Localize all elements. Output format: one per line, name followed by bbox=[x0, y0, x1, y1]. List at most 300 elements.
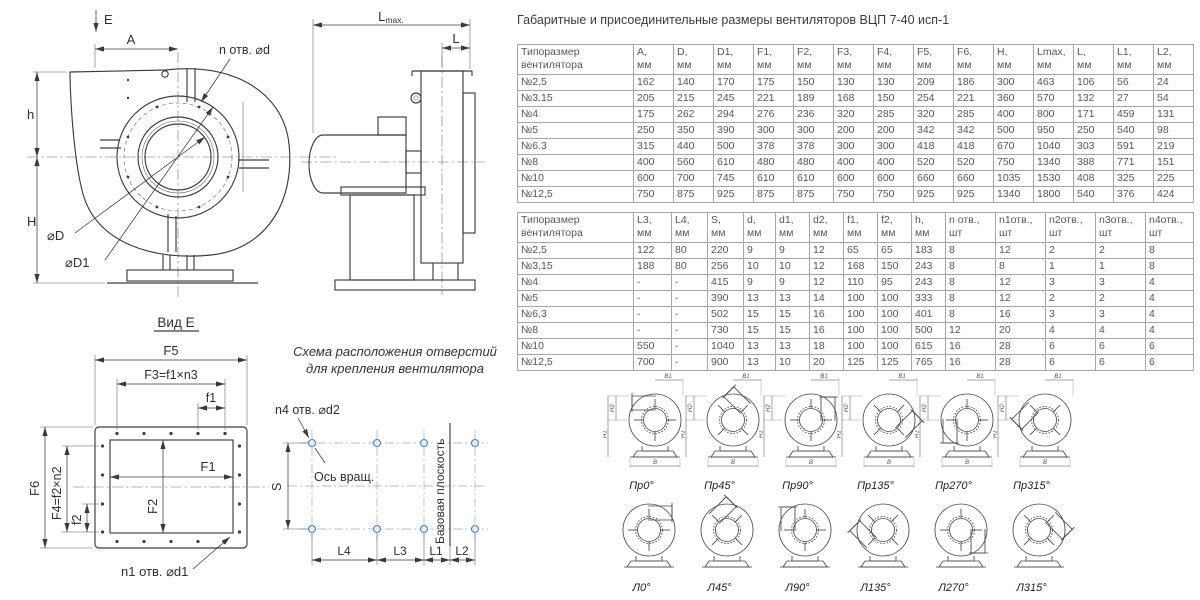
table-cell: 610 bbox=[714, 155, 754, 171]
fan-orientation-cell bbox=[759, 492, 836, 594]
table-cell: 221 bbox=[754, 91, 794, 107]
table-cell: 8 bbox=[946, 291, 996, 307]
table-row bbox=[518, 323, 1194, 339]
table-cell: 13 bbox=[744, 339, 776, 355]
fan-orientation-cell bbox=[837, 492, 914, 594]
table-cell: 333 bbox=[912, 291, 946, 307]
dim-label-s: S bbox=[270, 482, 284, 491]
table-cell: 100 bbox=[878, 291, 912, 307]
col-header: L4, мм bbox=[672, 213, 708, 243]
table-cell: 750 bbox=[834, 187, 874, 203]
dim-label-f1: F1 bbox=[200, 459, 216, 474]
table-cell: 418 bbox=[954, 139, 994, 155]
table-cell: 98 bbox=[1154, 123, 1194, 139]
table-cell: 2 bbox=[1046, 243, 1096, 259]
table-cell: 170 bbox=[714, 75, 754, 91]
dim-label-f1-pitch: f1 bbox=[205, 391, 217, 405]
table-cell: 1530 bbox=[1034, 171, 1074, 187]
col-header: n3отв., шт bbox=[1096, 213, 1146, 243]
table-cell: 276 bbox=[754, 107, 794, 123]
table-cell: 140 bbox=[674, 75, 714, 91]
table-cell: 65 bbox=[844, 243, 878, 259]
fan-orientation-cell bbox=[915, 492, 992, 594]
dim-label-e: E bbox=[104, 12, 113, 27]
table-cell: 294 bbox=[714, 107, 754, 123]
table-row bbox=[518, 123, 1194, 139]
table-row bbox=[518, 187, 1194, 203]
col-header: n4отв., шт bbox=[1146, 213, 1194, 243]
fan-orientation-label: Л315° bbox=[1016, 582, 1047, 594]
table-cell: 8 bbox=[996, 259, 1046, 275]
table-cell: 300 bbox=[874, 139, 914, 155]
col-header: n2отв., шт bbox=[1046, 213, 1096, 243]
table-cell: 415 bbox=[708, 275, 744, 291]
fan-orientation-cell bbox=[993, 492, 1070, 594]
dim-label-dia-d: ⌀D bbox=[47, 228, 65, 243]
table-cell: 440 bbox=[674, 139, 714, 155]
fan-orientation-label: Пр270° bbox=[935, 480, 972, 492]
dim-label-f2-pitch: f2 bbox=[70, 514, 84, 525]
table-cell: 600 bbox=[874, 171, 914, 187]
table-cell: 236 bbox=[794, 107, 834, 123]
table-cell: 16 bbox=[946, 339, 996, 355]
table-cell: 925 bbox=[914, 187, 954, 203]
table-cell: 16 bbox=[810, 323, 844, 339]
row-label: №8 bbox=[518, 323, 634, 339]
col-header: f1, мм bbox=[844, 213, 878, 243]
table-cell: 900 bbox=[708, 355, 744, 371]
table-cell: 16 bbox=[946, 355, 996, 371]
svg-text:H1: H1 bbox=[759, 430, 765, 438]
table-cell: 10 bbox=[776, 259, 810, 275]
table-cell: 151 bbox=[1154, 155, 1194, 171]
table-cell: 300 bbox=[754, 123, 794, 139]
table-cell: 16 bbox=[810, 307, 844, 323]
svg-text:B: B bbox=[964, 460, 970, 466]
table-cell: 100 bbox=[844, 291, 878, 307]
dim-label-f4: F4=f2×n2 bbox=[50, 466, 64, 520]
table-cell: 12 bbox=[810, 275, 844, 291]
svg-text:B: B bbox=[886, 460, 892, 466]
dim-label-n4-holes: n4 отв. ⌀d2 bbox=[275, 403, 340, 417]
table-cell: 765 bbox=[912, 355, 946, 371]
table-cell: 360 bbox=[994, 91, 1034, 107]
table-cell: 256 bbox=[708, 259, 744, 275]
dim-label-l2: L2 bbox=[455, 544, 469, 558]
table-cell: 4 bbox=[1146, 275, 1194, 291]
table-cell: 800 bbox=[1034, 107, 1074, 123]
table-cell: 200 bbox=[874, 123, 914, 139]
table-cell: 1 bbox=[1046, 259, 1096, 275]
dim-label-dia-d1: ⌀D1 bbox=[65, 255, 90, 270]
table-cell: 175 bbox=[634, 107, 674, 123]
table-cell: 6 bbox=[1046, 355, 1096, 371]
table-cell: 13 bbox=[776, 291, 810, 307]
fan-orientation-label: Пр90° bbox=[782, 480, 813, 492]
table-cell: 745 bbox=[714, 171, 754, 187]
col-header: n отв., шт bbox=[946, 213, 996, 243]
table-cell: 130 bbox=[874, 75, 914, 91]
dim-label-f6: F6 bbox=[27, 480, 42, 496]
table-cell: 480 bbox=[794, 155, 834, 171]
table-cell: 80 bbox=[672, 259, 708, 275]
table-cell: 600 bbox=[834, 171, 874, 187]
table-cell: 390 bbox=[708, 291, 744, 307]
svg-text:B: B bbox=[730, 460, 736, 466]
table-cell: 100 bbox=[844, 307, 878, 323]
svg-text:H1: H1 bbox=[837, 430, 843, 438]
table-cell: 560 bbox=[674, 155, 714, 171]
table-cell: 875 bbox=[794, 187, 834, 203]
table-cell: 570 bbox=[1034, 91, 1074, 107]
table-cell: - bbox=[672, 275, 708, 291]
col-header: F3, мм bbox=[834, 45, 874, 75]
table-cell: 610 bbox=[754, 171, 794, 187]
row-label: №2,5 bbox=[518, 75, 634, 91]
table-cell: 750 bbox=[874, 187, 914, 203]
table-cell: 188 bbox=[634, 259, 672, 275]
table-cell: 350 bbox=[674, 123, 714, 139]
table-cell: 13 bbox=[744, 355, 776, 371]
table-cell: 660 bbox=[954, 171, 994, 187]
table-cell: 730 bbox=[708, 323, 744, 339]
table-cell: 8 bbox=[946, 243, 996, 259]
dim-label-n1-holes: n1 отв. ⌀d1 bbox=[121, 564, 189, 579]
table-cell: 315 bbox=[634, 139, 674, 155]
table-cell: 750 bbox=[994, 155, 1034, 171]
table-cell: 320 bbox=[914, 107, 954, 123]
fan-orientation-label: Пр315° bbox=[1013, 480, 1050, 492]
table-cell: 12 bbox=[996, 243, 1046, 259]
table-cell: 20 bbox=[810, 355, 844, 371]
table-cell: 520 bbox=[954, 155, 994, 171]
fan-orientation-glyph bbox=[993, 370, 1085, 474]
dim-label-lmax: Lmax. bbox=[378, 9, 404, 25]
table-cell: 220 bbox=[708, 243, 744, 259]
dim-label-f3: F3=f1×n3 bbox=[144, 368, 198, 382]
table-cell: 205 bbox=[634, 91, 674, 107]
fan-orientation-label: Л0° bbox=[632, 582, 651, 594]
col-header: F1, мм bbox=[754, 45, 794, 75]
orientations-right-rotation-row bbox=[603, 370, 1070, 492]
table-cell: 100 bbox=[878, 339, 912, 355]
col-header: L3, мм bbox=[634, 213, 672, 243]
table-cell: 28 bbox=[996, 355, 1046, 371]
fan-orientation-label: Пр45° bbox=[704, 480, 735, 492]
table-cell: 3 bbox=[1046, 307, 1096, 323]
row-label: №8 bbox=[518, 155, 634, 171]
table-cell: - bbox=[634, 307, 672, 323]
row-label: №3,15 bbox=[518, 259, 634, 275]
table-cell: 1035 bbox=[994, 171, 1034, 187]
table-cell: 15 bbox=[744, 323, 776, 339]
table-row bbox=[518, 171, 1194, 187]
svg-text:B1: B1 bbox=[742, 374, 750, 380]
table-cell: 4 bbox=[1146, 323, 1194, 339]
table-cell: 9 bbox=[744, 275, 776, 291]
fan-orientation-cell bbox=[915, 370, 992, 492]
dim-label-h: h bbox=[27, 107, 35, 122]
table-cell: - bbox=[634, 291, 672, 307]
table-cell: 18 bbox=[810, 339, 844, 355]
row-label: №4 bbox=[518, 275, 634, 291]
table-cell: 320 bbox=[834, 107, 874, 123]
table-cell: 8 bbox=[946, 307, 996, 323]
row-label: №4 bbox=[518, 107, 634, 123]
row-label: №12,5 bbox=[518, 187, 634, 203]
table-cell: 4 bbox=[1146, 307, 1194, 323]
table-cell: 10 bbox=[776, 355, 810, 371]
dim-label-l: L bbox=[452, 31, 460, 46]
table-cell: 219 bbox=[1154, 139, 1194, 155]
svg-text:B1: B1 bbox=[976, 374, 984, 380]
svg-text:H2: H2 bbox=[922, 404, 928, 412]
svg-text:H1: H1 bbox=[681, 430, 687, 438]
col-header: L1, мм bbox=[1114, 45, 1154, 75]
table-cell: 459 bbox=[1114, 107, 1154, 123]
fan-orientation-label: Л135° bbox=[860, 582, 891, 594]
col-header: d, мм bbox=[744, 213, 776, 243]
table-cell: - bbox=[634, 323, 672, 339]
table-cell: 8 bbox=[1146, 259, 1194, 275]
table-cell: 500 bbox=[994, 123, 1034, 139]
table-cell: 400 bbox=[634, 155, 674, 171]
table-cell: 6 bbox=[1046, 339, 1096, 355]
table-cell: 500 bbox=[714, 139, 754, 155]
table-cell: 221 bbox=[954, 91, 994, 107]
axis-label: Ось вращ. bbox=[314, 470, 375, 484]
table-cell: 80 bbox=[672, 243, 708, 259]
row-label: №10 bbox=[518, 339, 634, 355]
table-cell: - bbox=[672, 355, 708, 371]
table-cell: 150 bbox=[878, 259, 912, 275]
col-header: n1отв., шт bbox=[996, 213, 1046, 243]
table-row bbox=[518, 75, 1194, 91]
table-row bbox=[518, 275, 1194, 291]
col-header: F6, мм bbox=[954, 45, 994, 75]
table-row bbox=[518, 91, 1194, 107]
table-cell: 591 bbox=[1114, 139, 1154, 155]
table-cell: 400 bbox=[874, 155, 914, 171]
table-cell: 700 bbox=[634, 355, 672, 371]
table-cell: 1040 bbox=[708, 339, 744, 355]
svg-text:B: B bbox=[652, 460, 658, 466]
table-cell: - bbox=[634, 275, 672, 291]
table-cell: 175 bbox=[754, 75, 794, 91]
table-cell: 2 bbox=[1096, 243, 1146, 259]
table-cell: 13 bbox=[776, 339, 810, 355]
table-cell: 615 bbox=[912, 339, 946, 355]
table-cell: 540 bbox=[1074, 187, 1114, 203]
table-cell: 342 bbox=[954, 123, 994, 139]
dim-label-inlet-holes: n отв. ⌀d bbox=[219, 43, 270, 57]
table-cell: 12 bbox=[946, 323, 996, 339]
table-cell: 950 bbox=[1034, 123, 1074, 139]
row-label: №3.15 bbox=[518, 91, 634, 107]
svg-text:B1: B1 bbox=[1054, 374, 1062, 380]
table-cell: 12 bbox=[810, 259, 844, 275]
table-cell: 12 bbox=[810, 243, 844, 259]
table-cell: 925 bbox=[954, 187, 994, 203]
table-cell: 56 bbox=[1114, 75, 1154, 91]
row-label: №10 bbox=[518, 171, 634, 187]
mounting-schema-drawing bbox=[270, 378, 520, 583]
table-cell: - bbox=[672, 323, 708, 339]
table-cell: 168 bbox=[844, 259, 878, 275]
table-cell: 225 bbox=[1154, 171, 1194, 187]
table-cell: 550 bbox=[634, 339, 672, 355]
row-label: №5 bbox=[518, 291, 634, 307]
table-cell: 209 bbox=[914, 75, 954, 91]
table-cell: 162 bbox=[634, 75, 674, 91]
col-header: f2, мм bbox=[878, 213, 912, 243]
table-cell: 54 bbox=[1154, 91, 1194, 107]
table-cell: 1340 bbox=[994, 187, 1034, 203]
table-cell: 2 bbox=[1096, 291, 1146, 307]
table-cell: 254 bbox=[914, 91, 954, 107]
col-header: D, мм bbox=[674, 45, 714, 75]
table-cell: 4 bbox=[1046, 323, 1096, 339]
svg-text:H2: H2 bbox=[688, 404, 694, 412]
table-cell: 110 bbox=[844, 275, 878, 291]
table-cell: 342 bbox=[914, 123, 954, 139]
col-header: Lmax, мм bbox=[1034, 45, 1074, 75]
base-plane-label: Базовая плоскость bbox=[433, 438, 447, 544]
row-label: №5 bbox=[518, 123, 634, 139]
fan-orientation-cell bbox=[759, 370, 836, 492]
svg-text:H2: H2 bbox=[610, 404, 616, 412]
table-cell: 750 bbox=[634, 187, 674, 203]
table-cell: 168 bbox=[834, 91, 874, 107]
col-header: F2, мм bbox=[794, 45, 834, 75]
col-header-typesize: Типоразмер вентилятора bbox=[518, 213, 634, 243]
table-cell: 245 bbox=[714, 91, 754, 107]
table-cell: 376 bbox=[1114, 187, 1154, 203]
table-row bbox=[518, 291, 1194, 307]
table-row bbox=[518, 307, 1194, 323]
table-cell: 215 bbox=[674, 91, 714, 107]
table-cell: 480 bbox=[754, 155, 794, 171]
dim-label-l3: L3 bbox=[393, 544, 407, 558]
side-view-drawing bbox=[293, 5, 523, 297]
table-cell: 3 bbox=[1096, 307, 1146, 323]
table-cell: 660 bbox=[914, 171, 954, 187]
table-cell: 408 bbox=[1074, 171, 1114, 187]
table-cell: 1340 bbox=[1034, 155, 1074, 171]
table-cell: 130 bbox=[834, 75, 874, 91]
table-cell: 106 bbox=[1074, 75, 1114, 91]
table-cell: 390 bbox=[714, 123, 754, 139]
table-cell: 2 bbox=[1046, 291, 1096, 307]
col-header: A, мм bbox=[634, 45, 674, 75]
table-cell: 12 bbox=[996, 291, 1046, 307]
table-cell: 600 bbox=[634, 171, 674, 187]
table-cell: 8 bbox=[1146, 243, 1194, 259]
table-cell: 100 bbox=[878, 323, 912, 339]
table-row bbox=[518, 243, 1194, 259]
table-cell: 6 bbox=[1146, 355, 1194, 371]
table-cell: 285 bbox=[954, 107, 994, 123]
fan-orientation-glyph bbox=[993, 492, 1085, 576]
table-cell: 540 bbox=[1114, 123, 1154, 139]
fan-orientation-label: Пр135° bbox=[857, 480, 894, 492]
table-cell: 401 bbox=[912, 307, 946, 323]
col-header: H, мм bbox=[994, 45, 1034, 75]
table-cell: 400 bbox=[834, 155, 874, 171]
table-cell: 6 bbox=[1096, 339, 1146, 355]
table-header-row bbox=[518, 45, 1194, 75]
table-cell: 3 bbox=[1046, 275, 1096, 291]
table-cell: 183 bbox=[912, 243, 946, 259]
table-cell: 125 bbox=[878, 355, 912, 371]
fan-orientation-cell bbox=[681, 370, 758, 492]
table-row bbox=[518, 339, 1194, 355]
table-cell: 243 bbox=[912, 275, 946, 291]
table-cell: 131 bbox=[1154, 107, 1194, 123]
table-cell: 15 bbox=[776, 307, 810, 323]
table-cell: - bbox=[672, 291, 708, 307]
fan-orientation-label: Л270° bbox=[938, 582, 969, 594]
table-cell: 16 bbox=[996, 307, 1046, 323]
fan-orientation-label: Л45° bbox=[707, 582, 732, 594]
vid-e-drawing bbox=[15, 300, 285, 600]
table-cell: 670 bbox=[994, 139, 1034, 155]
svg-text:H2: H2 bbox=[1000, 404, 1006, 412]
table-cell: 100 bbox=[844, 339, 878, 355]
table-cell: 875 bbox=[674, 187, 714, 203]
table-cell: 250 bbox=[634, 123, 674, 139]
dim-label-H: H bbox=[27, 214, 37, 229]
svg-text:H2: H2 bbox=[766, 404, 772, 412]
table-cell: 100 bbox=[844, 323, 878, 339]
row-label: №6.3 bbox=[518, 139, 634, 155]
col-header: L2, мм bbox=[1154, 45, 1194, 75]
table-cell: 502 bbox=[708, 307, 744, 323]
view-title: Вид Е bbox=[157, 315, 195, 330]
page-title: Габаритные и присоединительные размеры вентиляторов ВЦП 7-40 исп-1 bbox=[517, 13, 950, 27]
table-cell: 1800 bbox=[1034, 187, 1074, 203]
table-cell: 65 bbox=[878, 243, 912, 259]
fan-orientation-cell bbox=[837, 370, 914, 492]
col-header: F4, мм bbox=[874, 45, 914, 75]
table-cell: 150 bbox=[794, 75, 834, 91]
table-cell: 12 bbox=[996, 275, 1046, 291]
table-row bbox=[518, 107, 1194, 123]
row-label: №2,5 bbox=[518, 243, 634, 259]
fan-orientation-cell bbox=[681, 492, 758, 594]
table-cell: 15 bbox=[744, 307, 776, 323]
svg-text:B1: B1 bbox=[664, 374, 672, 380]
table-cell: 125 bbox=[844, 355, 878, 371]
dim-label-f2: F2 bbox=[145, 498, 160, 514]
mounting-dimensions-table bbox=[517, 212, 1194, 371]
table-cell: 186 bbox=[954, 75, 994, 91]
row-label: №6,3 bbox=[518, 307, 634, 323]
schema-title: Схема расположения отверстий для крепления вентилятора bbox=[293, 344, 497, 376]
table-cell: 6 bbox=[1146, 339, 1194, 355]
overall-dimensions-table bbox=[517, 44, 1194, 203]
table-cell: 9 bbox=[776, 243, 810, 259]
svg-text:B: B bbox=[1042, 460, 1048, 466]
table-cell: 20 bbox=[996, 323, 1046, 339]
table-cell: 200 bbox=[834, 123, 874, 139]
table-cell: 13 bbox=[744, 291, 776, 307]
table-cell: 95 bbox=[878, 275, 912, 291]
table-cell: 8 bbox=[946, 259, 996, 275]
svg-text:H1: H1 bbox=[603, 430, 609, 438]
table-cell: 520 bbox=[914, 155, 954, 171]
table-cell: 10 bbox=[744, 259, 776, 275]
